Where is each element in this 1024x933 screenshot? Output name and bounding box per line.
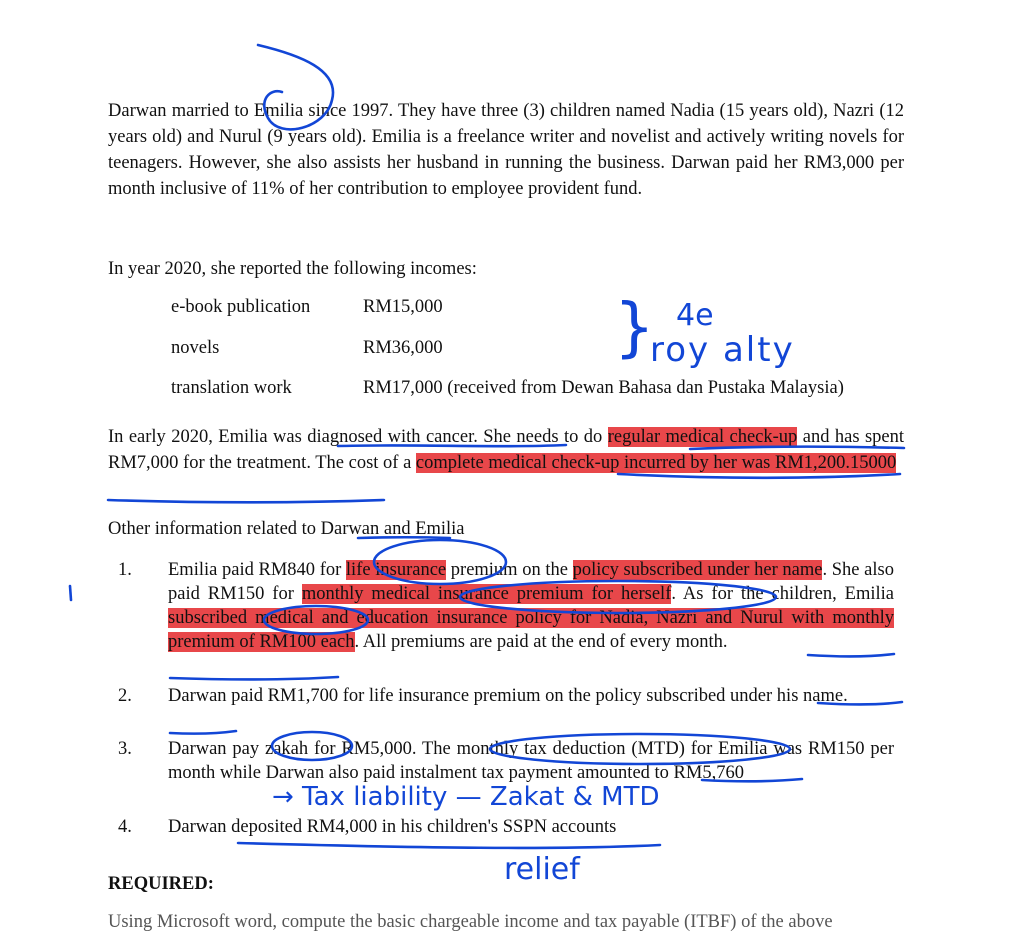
annotation-royalty: roy alty: [650, 330, 795, 370]
highlight: life insurance: [345, 560, 447, 580]
income-amount: RM36,000: [363, 338, 443, 358]
item-number: 3.: [118, 739, 132, 759]
annotation-relief: relief: [504, 852, 580, 887]
highlight: regular medical check-up: [607, 427, 798, 447]
item-fragment: . She also paid RM150 for: [168, 560, 894, 604]
item-text: Darwan paid RM1,700 for life insurance premium on the policy subscribed under his name.: [168, 686, 848, 706]
ink-underline-month: [170, 677, 338, 679]
income-label: novels: [171, 338, 220, 358]
highlight: complete medical check-up incurred by her was RM1,200.15000: [415, 453, 897, 473]
income-amount: RM15,000: [363, 297, 443, 317]
cut-off-line: Using Microsoft word, compute the basic chargeable income and tax payable (ITBF) of the above: [108, 912, 833, 932]
item-number: 1.: [118, 560, 132, 580]
item-text: Darwan pay zakah for RM5,000. The monthly tax deduction (MTD) for Emilia was RM150 per month while Darwan also paid instalment tax payment amounted to RM5,760: [168, 739, 894, 783]
annotation-tax-liability: → Tax liability — Zakat & MTD: [272, 782, 660, 812]
medical-text: In early 2020, Emilia was diagnosed with cancer. She needs to do: [108, 427, 608, 447]
incomes-intro: In year 2020, she reported the following incomes:: [108, 259, 477, 279]
item-text: [168, 558, 894, 654]
ink-underline-rm1200: [108, 500, 384, 502]
paragraph-intro: Darwan married to Emilia since 1997. They have three (3) children named Nadia (15 years old), Nazri (12 years old) and Nurul (9 years old). Emilia is a freelance writer and novelist and actively writing novels for teenagers. However, she also assists her husband in running the business. Darwan paid her RM3,000 per month inclusive of 11% of her contribution to employee provident fund.: [108, 101, 904, 199]
item-text: Darwan deposited RM4,000 in his children's SSPN accounts: [168, 817, 617, 837]
brace-icon: }: [614, 291, 655, 365]
item-number: 4.: [118, 817, 132, 837]
ink-underline-name: [170, 731, 236, 734]
other-info-heading: Other information related to Darwan and Emilia: [108, 519, 465, 539]
item-number: 2.: [118, 686, 132, 706]
ink-underline-paid: [808, 654, 894, 656]
highlight: subscribed medical and education insurance policy for Nadia, Nazri and Nurul with monthly premium of RM100 each: [168, 608, 894, 652]
highlight: monthly medical insurance premium for herself: [301, 584, 672, 604]
required-heading: REQUIRED:: [108, 874, 214, 894]
medical-text: and has spent RM7,000 for the treatment. The cost of a: [108, 427, 905, 473]
annotation-4e: 4e: [676, 298, 714, 333]
item-fragment: premium on the: [446, 560, 573, 580]
highlight: policy subscribed under her name: [572, 560, 823, 580]
income-label: translation work: [171, 378, 292, 398]
item-fragment: Emilia paid RM840 for: [168, 560, 346, 580]
ink-margin-tick: [70, 586, 71, 600]
item-fragment: . As for the children, Emilia: [671, 584, 894, 604]
ink-underline-sspn: [238, 843, 660, 848]
paragraph-medical: [108, 424, 904, 476]
income-amount: RM17,000 (received from Dewan Bahasa dan Pustaka Malaysia): [363, 378, 844, 398]
item-fragment: . All premiums are paid at the end of every month.: [354, 632, 728, 652]
income-label: e-book publication: [171, 297, 311, 317]
